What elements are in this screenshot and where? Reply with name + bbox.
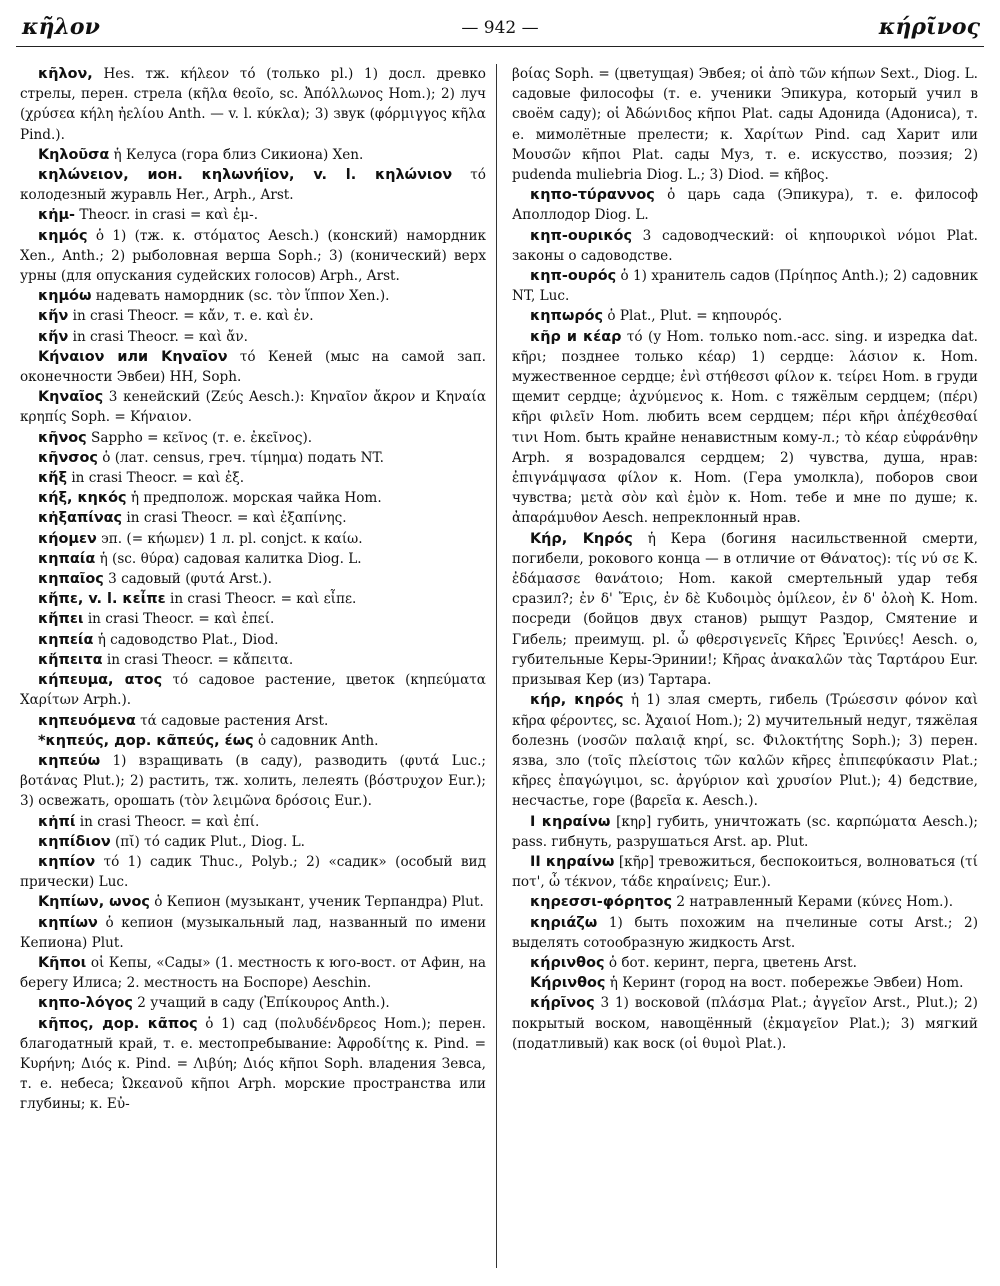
entry-headword: κήπευμα, ατος [38,672,163,689]
entry-headword: *κηπεύς, дор. κᾶπεύς, έως [38,732,254,749]
dictionary-entry [512,892,978,912]
entry-definition: 2 натравленный Керами (κύνες Hom.). [676,894,954,911]
entry-definition: Sappho = κεῖνος (т. е. ἐκεῖνος). [91,429,313,446]
dictionary-entry [512,266,978,306]
dictionary-entry [20,650,486,670]
entry-headword: Κήναιον или Κηναῖον [38,348,228,365]
entry-definition: ὁ (лат. census, греч. τίμημα) подать NT. [102,449,384,466]
entry-headword: κῆρ и κέαρ [530,328,622,345]
dictionary-entry [20,609,486,629]
dictionary-entry [20,670,486,710]
dictionary-entry [20,468,486,488]
entry-definition: τά садовые растения Arst. [140,712,329,729]
dictionary-entry [20,145,486,165]
entry-headword: κἤπε, v. l. κεἶπε [38,591,166,608]
entry-headword: κημός [38,227,88,244]
entry-definition: 3 садовый (φυτά Arst.). [108,571,272,588]
entry-definition: 1) быть похожим на пчелиные соты Arst.; 2) выделять сотообразную жидкость Arst. [512,914,978,951]
dictionary-entry [20,347,486,387]
entry-definition: οἱ Кепы, «Сады» (1. местность к юго-вост. от Афин, на берегу Илиса; 2. местность на Боспоре) Aeschin. [20,954,486,992]
entry-definition: эп. (= κήωμεν) 1 л. pl. conjct. к καίω. [101,530,363,547]
dictionary-entry [20,64,486,145]
entry-headword: κηπαία [38,550,96,567]
entry-definition: βοίας Soph. = (цветущая) Эвбея; οἱ ἀπὸ τῶν κήπων Sext., Diog. L. садовые философы (т. е. ученики Эпикура, который учил в своём саду); οἱ Ἀδώνιδος κῆποι Plat. сады Адонида (Адониса), т. е. мимолётные прелести; κ. Χαρίτων Pind. сад Харит или Μουσῶν κῆποι Plat. сады Муз, т. е. искусство, поэзия; 2) pudenda muliebria Diog. L.; 3) Diod. = κῆβος. [512,66,978,184]
dictionary-entry [20,529,486,549]
entry-headword: κήρῖνος [530,995,595,1012]
entry-headword: κἤπειτα [38,651,103,668]
entry-headword: κῆνος [38,429,87,446]
dictionary-entry [20,165,486,205]
entry-headword: Κήρ, Κηρός [530,530,633,547]
entry-headword: κηπαῖος [38,571,104,588]
page-header [16,12,984,47]
dictionary-entry [20,589,486,609]
entry-definition: 3 кенейский (Ζεύς Aesch.): Κηναῖον ἄκρον и Κηναία κρηπίς Soph. = Κήναιον. [20,389,486,426]
entry-definition: in crasi Theocr. = καὶ ἐξαπίνης. [126,510,347,527]
entry-headword: κημόω [38,288,92,305]
entry-headword: κῆλον, [38,66,93,82]
entry-definition: 1) взращивать (в саду), разводить (φυτά Luc.; βοτάνας Plut.); 2) растить, тж. холить, лелеять (βόστρυχον Eur.); 3) освежать, орошать (τὸν λειμῶνα δρόσοις Eur.). [20,752,486,810]
entry-headword: κἤν [38,328,69,345]
dictionary-entry [512,185,978,225]
dictionary-entry [20,832,486,852]
column-divider [496,64,497,1268]
entry-definition: ὁ Кепион (музыкант, ученик Терпандра) Plut. [154,894,484,911]
entry-definition: 3 садоводческий: οἱ κηπουρικοὶ νόμοι Plat. законы о садоводстве. [512,227,978,264]
dictionary-entry [20,711,486,731]
entry-definition: in crasi Theocr. = κἄν, т. е. καὶ ἐν. [72,308,314,325]
dictionary-entry [512,953,978,973]
entry-definition: ὁ 1) хранитель садов (Πρίηπος Anth.); 2) садовник NT, Luc. [512,268,978,305]
entry-definition: Hes. тж. κήλεον τό (только pl.) 1) досл. древко стрелы, перен. стрела (κῆλα θεοῖο, sc. Ἀπόλλωνος Hom.); 2) луч (χρύσεα κήλη ἠελίου Anth. — v. l. κύκλα); 3) звук (φόρμιγγος κῆλα Pind.). [20,66,486,143]
entry-headword: κήρ, κηρός [530,692,624,709]
entry-headword: κηπευόμενα [38,712,136,729]
entry-headword: I κηραίνω [530,813,611,830]
entry-headword: κηπ-ουρός [530,268,617,285]
entry-headword: κἠμ- [38,207,76,224]
dictionary-entry [20,387,486,427]
entry-definition: in crasi Theocr. = καὶ ἐπί. [79,813,260,830]
entry-definition: ἡ Келуса (гора близ Сикиона) Xen. [113,146,364,163]
entry-definition: ὁ 1) сад (πολυδένδρεος Hom.); перен. благодатный край, т. е. местопребывание: Ἀφροδίτης κ. Pind. = Κυρήνη; Διός κ. Pind. = Λιβύη; Διός κῆποι Soph. владения Зевса, т. е. небеса; Ὠκεανοῦ κῆποι Arph. морские пространства или глубины; κ. Εὐ- [20,1015,486,1113]
dictionary-entry [512,226,978,266]
entry-headword: κηλώνειον, ион. κηλωνήϊον, v. l. κηλώνιον [38,167,453,184]
entry-definition: ἡ 1) злая смерть, гибель (Τρώεσσιν φόνον καὶ κῆρα φέροντες, sc. Ἀχαιοί Hom.); 2) мучительный недуг, тяжёлая болезнь (νοσῶν παλαιᾷ κηρί, sc. Φιλοκτήτης Soph.); 3) перен. язва, зло (τοῖς πλείστοις τῶν καλῶν κῆρες ἐπιπεφύκασιν Plat.; κῆρες ἐπαγώγιμοι, sc. ἀργύριον καὶ χρυσίον Plut.); 4) бедствие, несчастье, горе (βαρεῖα κ. Aesch.). [512,692,978,810]
entry-definition: in crasi Theocr. = καὶ ἄν. [72,328,249,345]
dictionary-entry [20,812,486,832]
dictionary-entry [20,1014,486,1115]
entry-headword: κηπεύω [38,752,101,769]
dictionary-entry [20,428,486,448]
dictionary-entry [512,64,978,185]
dictionary-entry [512,306,978,326]
entry-headword: κἠπί [38,813,76,830]
left-column [20,64,486,1276]
entry-definition: 2 учащий в саду (Ἐπίκουρος Anth.). [137,995,390,1012]
entry-headword: κἤξ [38,470,67,487]
entry-headword: κηπωρός [530,308,604,325]
entry-headword: II κηραίνω [530,853,615,870]
entry-definition: ἡ Кера (богиня насильственной смерти, погибели, рокового конца — в отличие от Θάνατος): τίς νύ σε Κ. ἐδάμασσε θανάτοιο; Hom. какой смертельный удар тебя сразил?; ἐν δ' Ἔρις, ἐν δὲ Κυδοιμὸς ὁμίλεον, ἐν δ' ὀλοὴ Κ. Hom. посреди (бойцов двух станов) рыщут Раздор, Смятение и Гибель; преимущ. pl. ὦ φθερσιγενεῖς Κῆρες Ἐρινύες! Aesch. о, губительные Керы-Эринии!; Κῆρας ἀνακαλῶν τὰς Ταρτάρου Eur. призывая Кер (из) Тартара. [512,530,978,689]
dictionary-entry [20,953,486,993]
dictionary-entry [20,327,486,347]
entry-headword: κῆνσος [38,449,98,466]
dictionary-entry [20,751,486,812]
entry-definition: ἡ предполож. морская чайка Hom. [130,490,382,507]
entry-headword: Κῆποι [38,954,87,971]
entry-headword: κἤν [38,308,69,325]
entry-headword: κηπίδιον [38,833,111,850]
entry-definition: ὁ садовник Anth. [258,732,379,749]
entry-definition: ἡ Керинт (город на вост. побережье Эвбеи) Hom. [609,975,964,992]
entry-definition: τό 1) садик Thuc., Polyb.; 2) «садик» (особый вид прически) Luc. [20,853,486,891]
dictionary-entry [20,205,486,225]
entry-definition: надевать намордник (sc. τὸν ἵππον Xen.). [95,288,390,305]
entry-definition: ὁ Plat., Plut. = κηπουρός. [607,308,783,325]
entry-headword: Κήρινθος [530,975,606,992]
entry-definition: Theocr. in crasi = καὶ ἐμ-. [79,207,259,224]
entry-definition: ὁ кепион (музыкальный лад, названный по имени Кепиона) Plut. [20,914,486,951]
entry-headword: κήρινθος [530,954,605,971]
entry-headword: κἤπει [38,611,84,628]
entry-definition: in crasi Theocr. = καὶ ἐξ. [71,470,245,487]
entry-headword: κηπο-τύραννος [530,187,655,204]
entry-definition: τό Кеней (мыс на самой зап. оконечности Эвбеи) HH, Soph. [20,348,486,386]
dictionary-entry [512,812,978,852]
entry-headword: Κηναῖος [38,389,104,406]
dictionary-entry [20,508,486,528]
entry-headword: κήξ, κηκός [38,490,127,507]
entry-definition: 3 1) восковой (πλάσμα Plat.; ἀγγεῖον Arst., Plut.); 2) покрытый воском, навощённый (ἐκμαγεῖον Plat.); 3) мягкий (податливый) как воск (οἱ θυμοὶ Plat.). [512,995,978,1052]
right-column [512,64,978,1276]
dictionary-entry [20,448,486,468]
entry-definition: (πῐ) τό садик Plut., Diog. L. [114,833,305,850]
entry-headword: κῆπος, дор. κᾶπος [38,1015,198,1032]
entry-headword: κηπίον [38,853,96,870]
entry-definition: τό (у Hom. только nom.-acc. sing. и изредка dat. κῆρι; позднее только κέαρ) 1) сердце: λάσιον κ. Hom. мужественное сердце; ἐνὶ στήθεσσι φίλον κ. τείρει Hom. в груди щемит сердце; ἀχνύμενος κ. Hom. с тяжёлым сердцем; (πέρι) κῆρι φιλεῖν Hom. любить всем сердцем; πέρι κῆρι ἀπέχθεσθαί τινι Hom. быть крайне ненавистным кому-л.; τὸ κέαρ εὐφράνθην Arph. я возрадовался сердцем; 2) чувства, душа, нрав: ἐπιγνάμψασα φίλον κ. Hom. (Гера умолкла), поборов свои чувства; μετὰ σὸν καὶ ἐμὸν κ. Hom. тебе и мне по душе; κ. ἀπαράμυθον Aesch. непреклонный нрав. [512,328,978,527]
dictionary-entry [512,327,978,529]
entry-headword: κήομεν [38,530,97,547]
entry-definition: ὁ царь сада (Эпикура), т. е. философ Аполлодор Diog. L. [512,187,978,224]
entry-headword: κηπ-ουρικός [530,227,632,244]
entry-definition: ὁ бот. керинт, перга, цветень Arst. [608,954,857,971]
entry-definition: in crasi Theocr. = καὶ ἐπεί. [87,611,275,628]
dictionary-entry [512,973,978,993]
entry-definition: [κῆρ] тревожиться, беспокоиться, волноваться (τί ποτ', ὦ τέκνον, τάδε κηραίνεις; Eur.). [512,853,978,891]
entry-definition: in crasi Theocr. = καὶ εἶπε. [170,591,357,608]
entry-headword: κηπο-λόγος [38,995,133,1012]
entry-headword: κηριάζω [530,914,598,931]
entry-headword: Κηλοῦσα [38,146,110,163]
entry-headword: κηρεσσι-φόρητος [530,894,673,911]
running-head-right: κήρῖνος [878,14,980,40]
entry-headword: Κηπίων, ωνος [38,894,150,911]
entry-headword: κηπεία [38,631,94,648]
dictionary-entry [512,690,978,811]
entry-definition: ἡ (sc. θύρα) садовая калитка Diog. L. [99,550,362,567]
dictionary-entry [20,569,486,589]
entry-definition: τό садовое растение, цветок (κηπεύματα Χαρίτων Arph.). [20,672,486,709]
dictionary-entry [20,731,486,751]
dictionary-entry [20,892,486,912]
dictionary-entry [20,306,486,326]
page-number: — 942 — [461,18,539,38]
entry-definition: in crasi Theocr. = κἄπειτα. [106,651,294,668]
dictionary-entry [512,993,978,1054]
entry-definition: ὁ 1) (тж. κ. στόματος Aesch.) (конский) намордник Xen., Anth.; 2) рыболовная верша Soph.; 3) (конический) верх урны (для опускания судейских голосов) Arph., Arst. [20,227,486,285]
dictionary-entry [20,630,486,650]
dictionary-entry [20,549,486,569]
entry-headword: κηπίων [38,914,98,931]
dictionary-entry [20,852,486,892]
dictionary-entry [20,993,486,1013]
dictionary-entry [20,226,486,287]
dictionary-entry [512,529,978,691]
dictionary-entry [512,852,978,892]
entry-definition: [κηρ] губить, уничтожать (sc. καρπώματα Aesch.); pass. гибнуть, разрушаться Arst. ap. Plut. [512,813,978,850]
entry-definition: ἡ садоводство Plat., Diod. [97,631,279,648]
entry-definition: τό колодезный журавль Her., Arph., Arst. [20,167,486,204]
dictionary-entry [20,913,486,953]
entry-headword: κἠξαπίνας [38,510,123,527]
running-head-left: κῆλον [22,14,100,40]
dictionary-entry [20,286,486,306]
dictionary-entry [20,488,486,508]
dictionary-entry [512,913,978,953]
